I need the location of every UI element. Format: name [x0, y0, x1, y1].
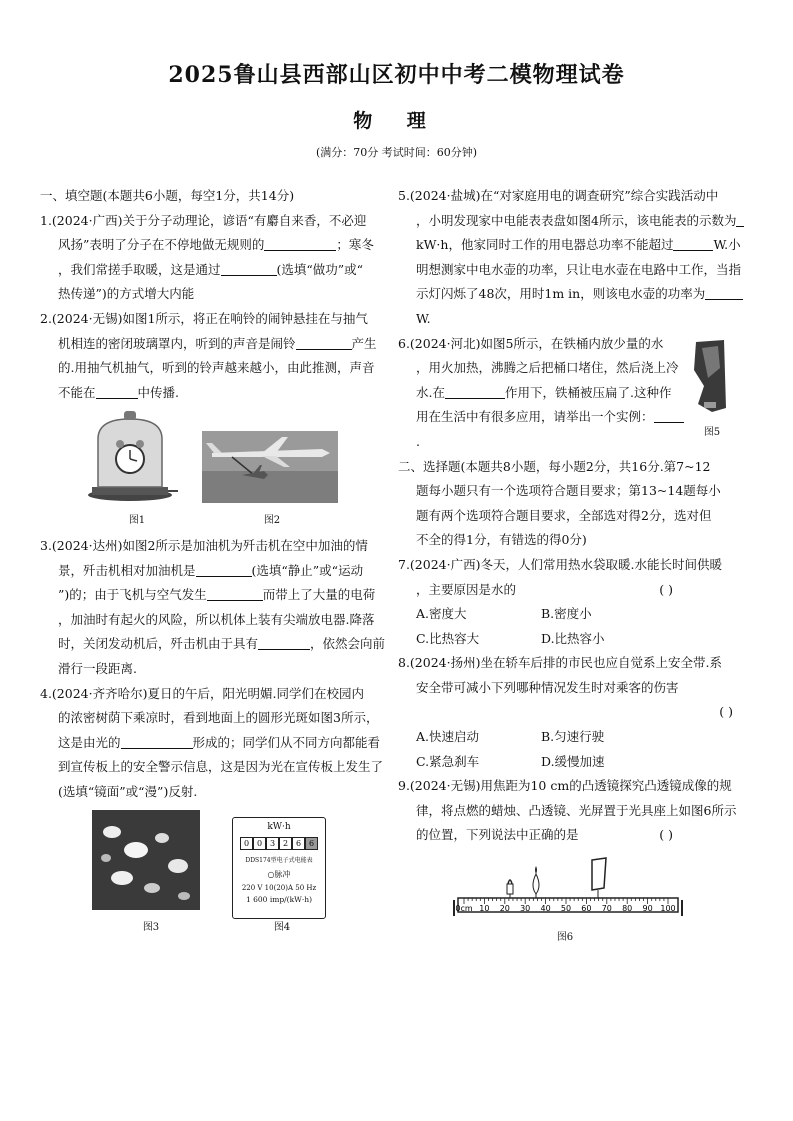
figure-2 — [202, 431, 342, 528]
left-column — [40, 184, 390, 935]
question-7-options — [398, 602, 753, 627]
figure-3-caption: 图3 — [142, 922, 160, 934]
ruler-label: 70 — [601, 904, 612, 914]
meter-digits: 0 0 3 2 6 6 — [233, 837, 325, 850]
figure-2-caption: 图2 — [263, 514, 281, 526]
ruler-label: 50 — [560, 904, 572, 914]
figure-4-caption: 图4 — [273, 922, 291, 934]
option-c[interactable]: C.比热容大 — [416, 630, 480, 646]
question-5: 5.(2024·盐城)在“对家庭用电的调查研究”综合实践活动中 ，小明发现家中电能表表盘如图4所示，该电能表的示数为 kW·h，他家同时工作的用电器总功率不能超过 W.小 明想测家中电水壶的功率，只让电水壶在电路中工作，当指 示灯闪烁了48次，用时1m in，则该电水壶的功率为 W. — [398, 184, 753, 332]
answer-blank[interactable] — [654, 408, 684, 423]
figure-1 — [82, 409, 192, 528]
figure-5 — [690, 338, 734, 441]
ruler-label: 90 — [642, 904, 653, 914]
ruler-label: 80 — [622, 904, 633, 914]
question-1: 1.(2024·广西)关于分子动理论，谚语“有麝自来香，不必迎 风扬”表明了分子在不停地做无规则的 ；寒冬 ，我们常搓手取暖，这是通过 (选填“做功”或“ 热传递”)的方式增大内能 — [40, 212, 374, 302]
answer-blank[interactable] — [264, 236, 336, 251]
answer-paren[interactable]: ( ) — [659, 827, 673, 843]
figure-row-3-4 — [40, 810, 390, 935]
ruler-label: 20 — [499, 904, 510, 914]
answer-blank[interactable] — [96, 384, 138, 399]
optical-bench-image — [450, 854, 686, 920]
option-c[interactable]: C.紧急刹车 — [416, 753, 480, 769]
answer-blank[interactable] — [221, 261, 277, 276]
answer-blank[interactable] — [196, 562, 252, 577]
question-7: 7.(2024·广西)冬天，人们常用热水袋取暖.水能长时间供暖 ，主要原因是水的 ( ) A.密度大 B.密度小 C.比热容大 D.比热容小 — [398, 553, 753, 651]
answer-blank[interactable] — [705, 285, 743, 300]
answer-blank[interactable] — [258, 635, 310, 650]
exam-title: 2025鲁山县西部山区初中中考二模物理试卷 — [168, 62, 625, 88]
option-b[interactable]: B.匀速行驶 — [541, 729, 605, 745]
question-8: 8.(2024·扬州)坐在轿车后排的市民也应自觉系上安全带.系 安全带可减小下列哪种情况发生时对乘客的伤害 ( ) A.快速启动 B.匀速行驶 C.紧急刹车 D.缓慢加速 — [398, 651, 753, 774]
question-3: 3.(2024·达州)如图2所示是加油机为歼击机在空中加油的情 景，歼击机相对加油机是 (选填“静止”或“运动 ”)的；由于飞机与空气发生 而带上了大量的电荷 ，加油时有起火的风险，所以机体上装有尖端放电器.降落 时，关闭发动机后，歼击机由于具有 ，依然会向前 滑行一段距离. — [40, 537, 386, 676]
right-column — [398, 184, 753, 945]
question-2: 2.(2024·无锡)如图1所示，将正在响铃的闹钟悬挂在与抽气 机相连的密闭玻璃罩内，听到的声音是闹铃 产生 的.用抽气机抽气，听到的铃声越来越小，由此推测，声音 不能在 中传播. — [40, 310, 377, 400]
question-8-options — [398, 725, 753, 750]
question-4: 4.(2024·齐齐哈尔)夏日的午后，阳光明媚.同学们在校园内 的浓密树荫下乘凉时，看到地面上的圆形光斑如图3所示， 这是由光的 形成的；同学们从不同方向都能看 到宣传板上的安全警示信息，这是因为光在宣传板上发生了 (选填“镜面”或“漫”)反射. — [40, 685, 384, 799]
option-d[interactable]: D.比热容小 — [541, 630, 605, 646]
figure-row-1-2 — [40, 409, 390, 528]
section-2-heading: 二、选择题(本题共8小题，每小题2分，共16分.第7~12 题每小题只有一个选项符合题目要求；第13~14题每小 题有两个选项符合题目要求，全部选对得2分，选对但 不全的得1分，有错选的得0分) — [398, 458, 721, 548]
bell-jar-alarm-clock-image — [82, 409, 178, 503]
question-9: 9.(2024·无锡)用焦距为10 cm的凸透镜探究凸透镜成像的规 律，将点燃的蜡烛、凸透镜、光屏置于光具座上如图6所示 的位置，下列说法中正确的是 ( ) — [398, 774, 753, 848]
option-b[interactable]: B.密度小 — [541, 606, 592, 622]
answer-paren[interactable]: ( ) — [719, 704, 733, 720]
figure-1-caption: 图1 — [128, 514, 146, 526]
answer-blank[interactable] — [673, 236, 713, 251]
section-1-heading: 一、填空题(本题共6小题，每空1分，共14分) — [40, 188, 295, 203]
option-a[interactable]: A.密度大 — [416, 606, 467, 622]
answer-blank[interactable] — [296, 335, 352, 350]
answer-blank[interactable] — [736, 212, 744, 227]
answer-blank[interactable] — [207, 586, 263, 601]
crushed-iron-can-image — [690, 338, 730, 416]
figure-4 — [232, 817, 332, 935]
answer-paren[interactable]: ( ) — [659, 581, 673, 597]
option-a[interactable]: A.快速启动 — [416, 729, 480, 745]
aerial-refueling-image — [202, 431, 338, 503]
option-d[interactable]: D.缓慢加速 — [541, 753, 605, 769]
exam-meta: (满分：70分 考试时间：60分钟) — [315, 146, 478, 159]
figure-3 — [92, 810, 210, 935]
question-6: 6.(2024·河北)如图5所示，在铁桶内放少量的水 ，用火加热，沸腾之后把桶口堵住，然后浇上冷 水.在 作用下，铁桶被压扁了.这种作 用在生活中有很多应用，请举出一个实例： . 图5 — [398, 332, 753, 455]
ruler-label: 100 — [660, 904, 676, 914]
answer-blank[interactable] — [121, 734, 193, 749]
ruler-label: 10 — [479, 904, 490, 914]
figure-6 — [450, 854, 690, 945]
figure-6-caption: 图6 — [556, 931, 574, 943]
subject-heading: 物 理 — [353, 110, 440, 132]
ruler-label: 40 — [540, 904, 551, 914]
ruler-label: 60 — [581, 904, 592, 914]
light-spots-photo — [92, 810, 200, 910]
answer-blank[interactable] — [445, 384, 505, 399]
ruler-label: 30 — [520, 904, 531, 914]
figure-5-caption: 图5 — [703, 427, 721, 439]
electric-meter: kW·h 0 0 3 2 6 6 DDS174型电子式电能表 ○脉冲 220 V 10(20)A 50 Hz 1 600 imp/(kW·h) — [232, 817, 326, 919]
meter-unit: kW·h — [267, 822, 291, 833]
ruler-label: 0cm — [455, 904, 473, 914]
